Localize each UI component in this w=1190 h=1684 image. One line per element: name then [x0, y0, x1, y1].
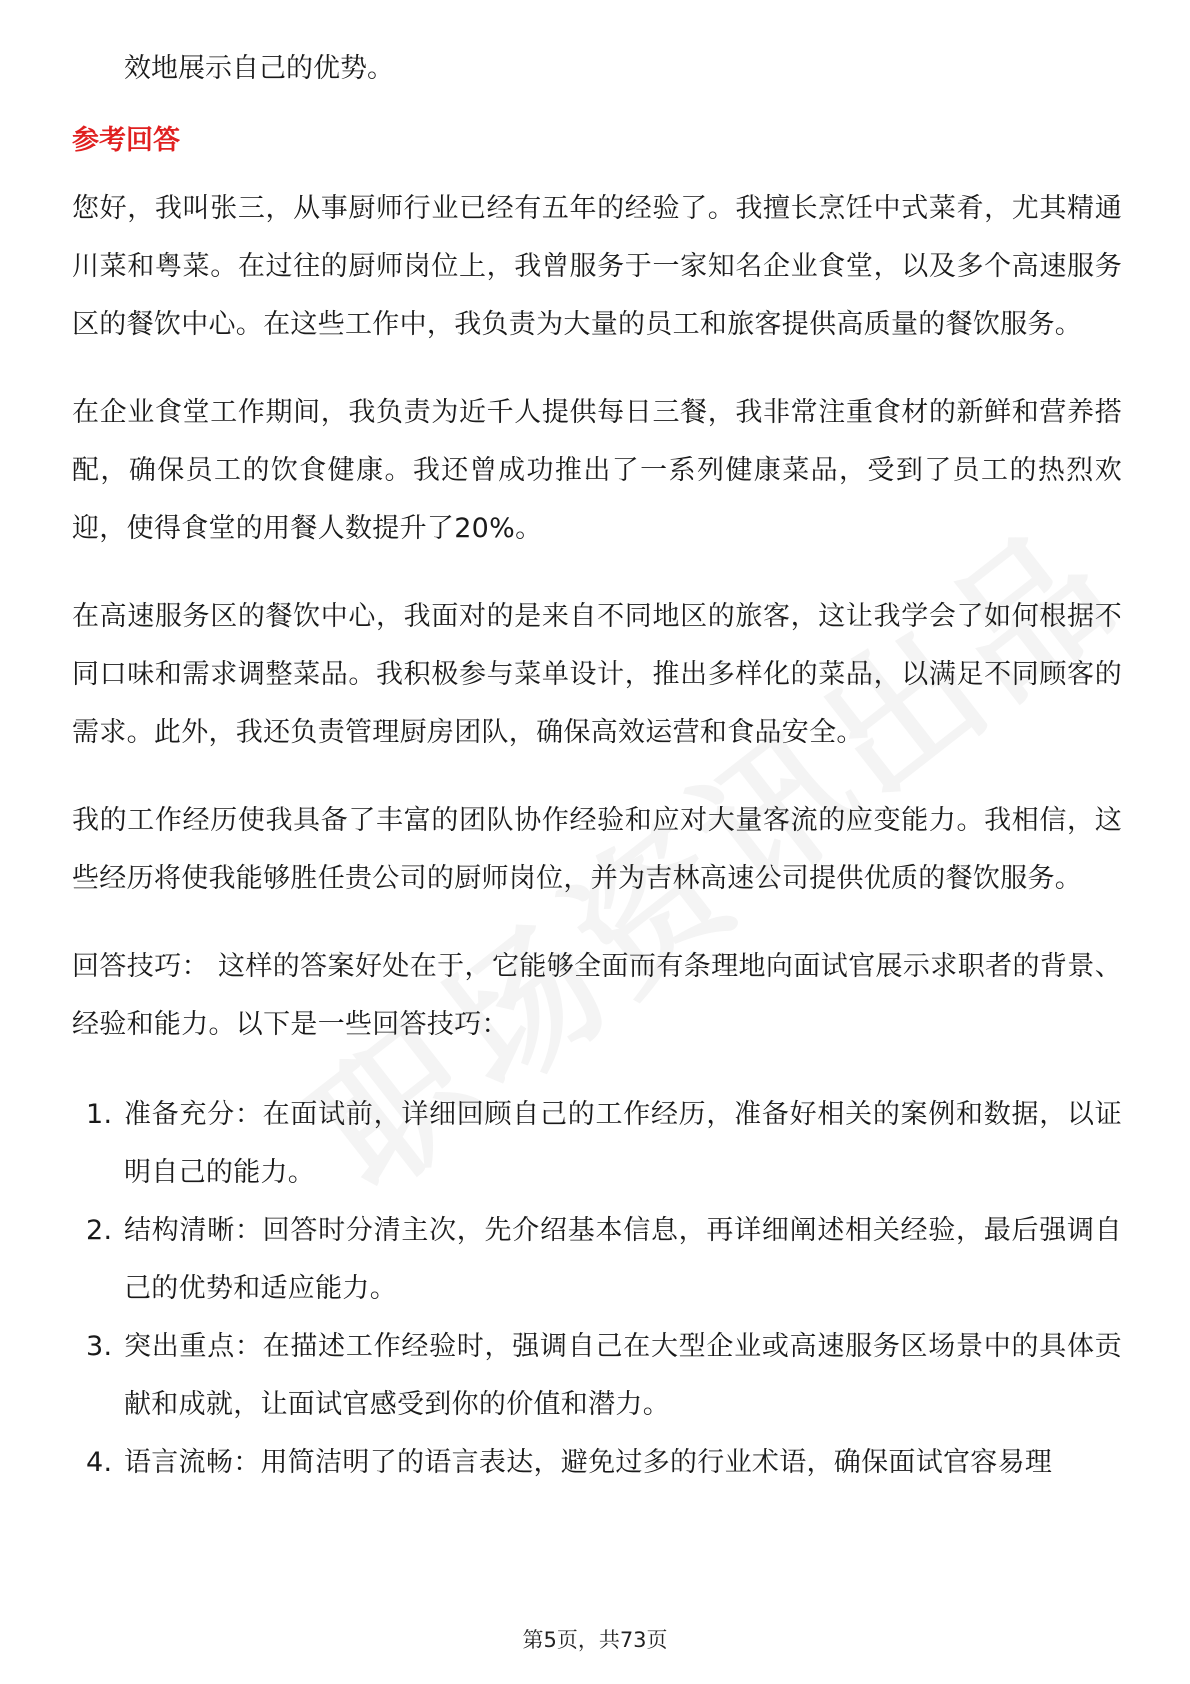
tip-text: 结构清晰：回答时分清主次，先介绍基本信息，再详细阐述相关经验，最后强调自己的优势和适应能力。 [124, 1215, 1122, 1304]
tip-number: 4. [86, 1447, 113, 1478]
continuation-text: 效地展示自己的优势。 [124, 53, 394, 84]
answer-paragraph-3: 在高速服务区的餐饮中心，我面对的是来自不同地区的旅客，这让我学会了如何根据不同口味和需求调整菜品。我积极参与菜单设计，推出多样化的菜品，以满足不同顾客的需求。此外，我还负责管理厨房团队，确保高效运营和食品安全。 [72, 601, 1122, 748]
tip-text: 准备充分：在面试前，详细回顾自己的工作经历，准备好相关的案例和数据，以证明自己的能力。 [124, 1099, 1122, 1188]
tip-item [72, 1202, 1122, 1318]
tip-item [72, 1318, 1122, 1434]
tip-number: 1. [86, 1099, 113, 1130]
answer-paragraph-2: 在企业食堂工作期间，我负责为近千人提供每日三餐，我非常注重食材的新鲜和营养搭配，确保员工的饮食健康。我还曾成功推出了一系列健康菜品，受到了员工的热烈欢迎，使得食堂的用餐人数提升了20%。 [72, 397, 1122, 544]
section-heading: 参考回答 [72, 125, 180, 156]
tip-text: 语言流畅：用简洁明了的语言表达，避免过多的行业术语，确保面试官容易理 [124, 1447, 1053, 1478]
tip-item [72, 1434, 1122, 1492]
tip-text: 突出重点：在描述工作经验时，强调自己在大型企业或高速服务区场景中的具体贡献和成就，让面试官感受到你的价值和潜力。 [124, 1331, 1122, 1420]
tip-number: 2. [86, 1215, 113, 1246]
page-footer: 第5页，共73页 [522, 1628, 668, 1652]
tips-list [72, 1086, 1122, 1492]
tip-number: 3. [86, 1331, 113, 1362]
page-content [72, 40, 1122, 1492]
answer-paragraph-1: 您好，我叫张三，从事厨师行业已经有五年的经验了。我擅长烹饪中式菜肴，尤其精通川菜和粤菜。在过往的厨师岗位上，我曾服务于一家知名企业食堂，以及多个高速服务区的餐饮中心。在这些工作中，我负责为大量的员工和旅客提供高质量的餐饮服务。 [72, 193, 1122, 340]
tips-intro: 回答技巧： 这样的答案好处在于，它能够全面而有条理地向面试官展示求职者的背景、经验和能力。以下是一些回答技巧： [72, 951, 1122, 1040]
tip-item [72, 1086, 1122, 1202]
answer-paragraph-4: 我的工作经历使我具备了丰富的团队协作经验和应对大量客流的应变能力。我相信，这些经历将使我能够胜任贵公司的厨师岗位，并为吉林高速公司提供优质的餐饮服务。 [72, 805, 1122, 894]
